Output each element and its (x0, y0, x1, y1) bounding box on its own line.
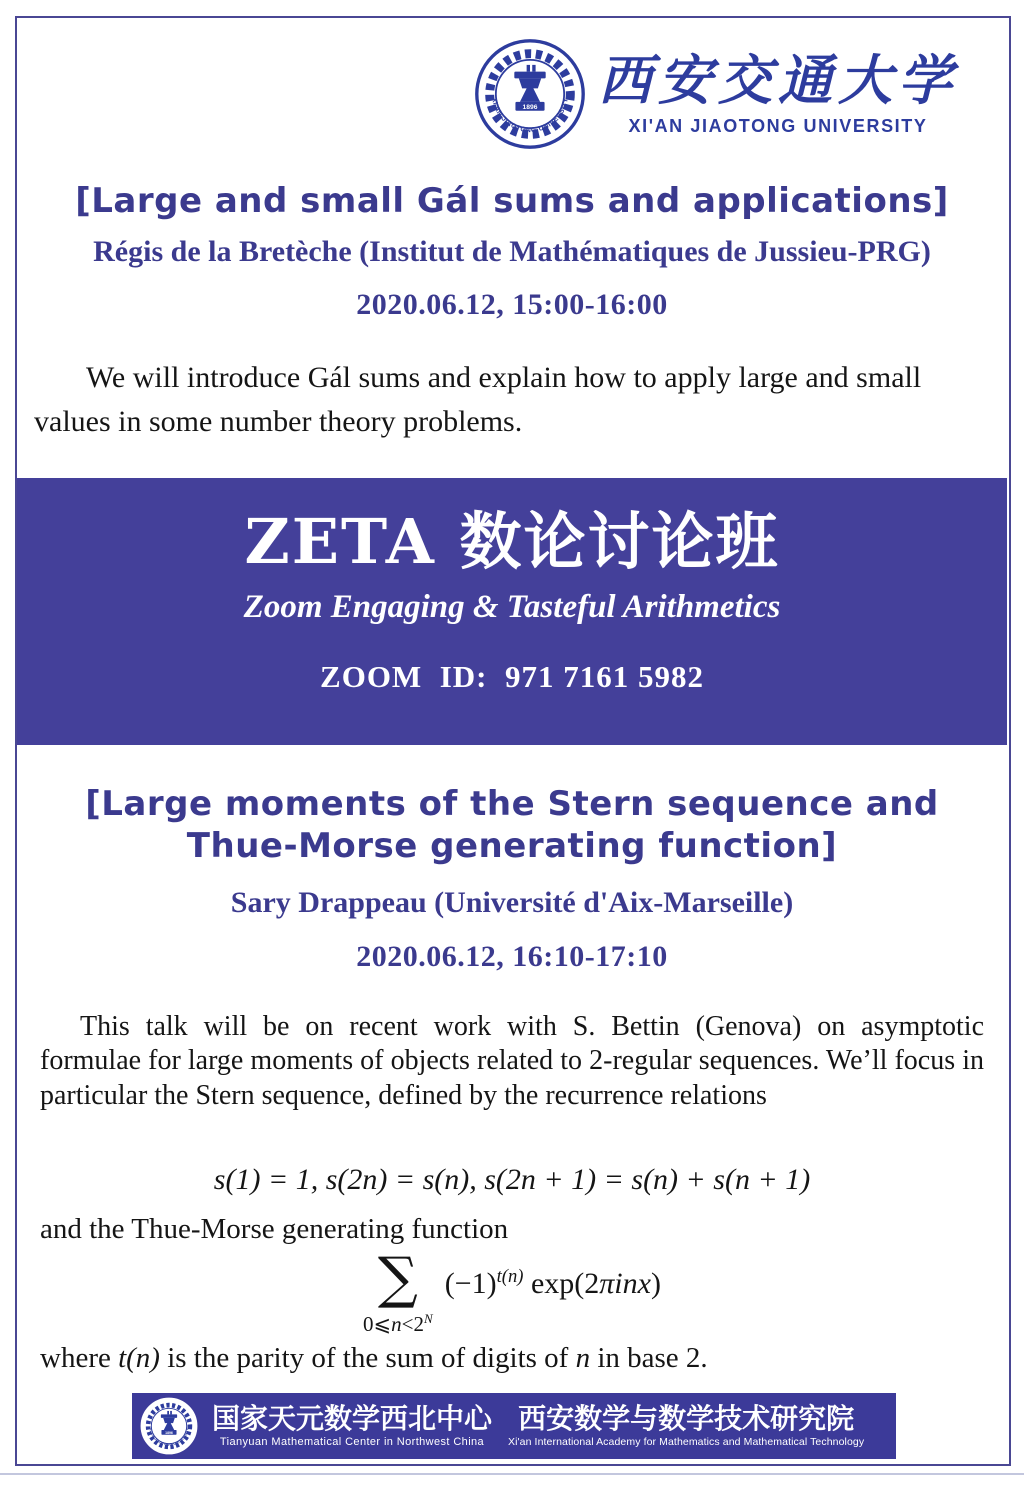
svg-text:1896: 1896 (522, 104, 538, 112)
sum-limits-pre: 0⩽ (363, 1312, 392, 1337)
svg-text:XI'AN JIAOTONG UNIVERSITY: XI'AN JIAOTONG UNIVERSITY (148, 1427, 190, 1447)
page-bottom-edge (0, 1473, 1024, 1475)
talk2-speaker: Sary Drappeau (Université d'Aix-Marseille) (230, 886, 794, 919)
thue-morse-lead-text: and the Thue-Morse generating function (40, 1213, 509, 1245)
talk1-datetime: 2020.06.12, 15:00-16:00 (356, 288, 668, 321)
svg-text:1896: 1896 (165, 1430, 173, 1435)
university-name-en: XI'AN JIAOTONG UNIVERSITY (628, 116, 928, 137)
sum-term (445, 1266, 661, 1301)
zoom-meeting-id: ZOOM ID: 971 7161 5982 (320, 659, 704, 695)
term-close-paren: ) (650, 1267, 661, 1300)
zeta-seminar-banner (17, 478, 1007, 745)
xjtu-logotype (598, 47, 958, 137)
term-variables: πinx (599, 1267, 651, 1300)
term-base: (−1) (444, 1267, 497, 1300)
where-clause (40, 1342, 708, 1375)
talk1-title: [Large and small Gál sums and applications] (75, 181, 949, 221)
talk2-title-line1: [Large moments of the Stern sequence and (85, 784, 939, 824)
sum-limits-post: <2 (401, 1312, 424, 1337)
stern-recurrence-formula: s(1) = 1, s(2n) = s(n), s(2n + 1) = s(n) + s(n + 1) (213, 1163, 811, 1196)
thue-morse-formula (0, 1246, 1024, 1337)
xjtu-emblem-icon (474, 38, 586, 150)
where-tn: t(n) (118, 1342, 160, 1374)
svg-text:XI'AN JIAOTONG UNIVERSITY: XI'AN JIAOTONG UNIVERSITY (490, 97, 570, 135)
university-name-cn: 西安交通大学 (598, 47, 958, 112)
term-exponent: t(n) (496, 1266, 524, 1287)
sum-limits-exponent: N (424, 1311, 433, 1327)
term-exp-fn: exp(2 (523, 1267, 600, 1300)
talk2-title-line2: Thue-Morse generating function] (186, 826, 838, 867)
center1-name-cn: 国家天元数学西北中心 (212, 1401, 493, 1435)
where-part-2: is the parity of the sum of digits of (159, 1342, 576, 1374)
sum-limits (363, 1311, 433, 1337)
where-n: n (575, 1342, 591, 1374)
center2-name-cn: 西安数学与数学技术研究院 (518, 1401, 855, 1435)
seminar-title: ZETA 数论讨论班 (244, 505, 780, 578)
talk2-title (0, 783, 1024, 867)
where-part-4: in base 2. (590, 1342, 708, 1374)
talk1-abstract: We will introduce Gál sums and explain how to apply large and small values in some number theory problems. (34, 361, 922, 438)
seminar-subtitle: Zoom Engaging & Tasteful Arithmetics (243, 589, 781, 626)
center1-name-en: Tianyuan Mathematical Center in Northwest China (219, 1435, 485, 1448)
where-part-0: where (40, 1342, 119, 1374)
talk1-speaker: Régis de la Bretèche (Institut de Mathématiques de Jussieu-PRG) (93, 235, 931, 268)
sum-block (363, 1246, 433, 1337)
sum-limits-var: n (391, 1312, 402, 1337)
center2-name-en: Xi'an International Academy for Mathematics and Mathematical Technology (508, 1435, 865, 1448)
xjtu-logo (474, 38, 958, 150)
footer-center-2 (508, 1401, 865, 1448)
talk2-datetime: 2020.06.12, 16:10-17:10 (356, 940, 668, 973)
footer-banner (132, 1393, 896, 1459)
sum-symbol: ∑ (377, 1246, 418, 1311)
footer-xjtu-emblem-icon (140, 1397, 198, 1455)
footer-center-1 (212, 1401, 493, 1448)
talk2-abstract: This talk will be on recent work with S. Bettin (Genova) on asymptotic formulae for large moments of objects related to 2-regular sequences. We’ll focus in particular the Stern sequence, defined by the recurrence relations (40, 1011, 984, 1111)
